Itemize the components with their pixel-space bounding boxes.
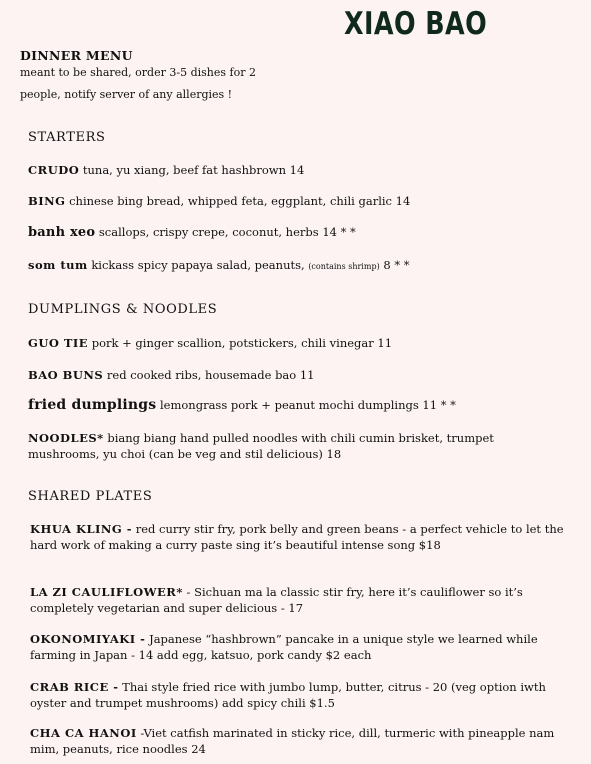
- item-desc: pork + ginger scallion, potstickers, chili vinegar 11: [91, 336, 393, 350]
- menu-item: [28, 430, 528, 462]
- item-desc: Thai style fried rice with jumbo lump, butter, citrus - 20 (veg option iwth oyster and trumpet mushrooms) add spicy chili $1.5: [30, 680, 546, 710]
- menu-item: [28, 397, 456, 413]
- item-desc: scallops, crispy crepe, coconut, herbs 14 * *: [98, 225, 356, 239]
- item-name: fried dumplings: [28, 397, 157, 413]
- section-title-dumplings: DUMPLINGS & NOODLES: [28, 302, 218, 317]
- item-name: GUO TIE: [28, 336, 89, 350]
- menu-item: [28, 257, 410, 275]
- item-name: KHUA KLING -: [30, 522, 133, 536]
- item-price: 8 * *: [379, 258, 410, 272]
- item-desc: tuna, yu xiang, beef fat hashbrown 14: [82, 163, 305, 177]
- item-desc: Japanese “hashbrown” pancake in a unique style we learned while farming in Japan - 14 add egg, katsuo, pork candy $2 each: [30, 632, 538, 662]
- item-desc: chinese bing bread, whipped feta, eggplant, chili garlic 14: [69, 194, 411, 208]
- section-title-starters: STARTERS: [28, 130, 106, 145]
- menu-item: [28, 162, 304, 178]
- item-desc: lemongrass pork + peanut mochi dumplings 11 * *: [160, 398, 456, 412]
- item-name: BING: [28, 194, 66, 208]
- item-name: som tum: [28, 258, 88, 272]
- intro-line-2: people, notify server of any allergies !: [20, 88, 233, 101]
- menu-item: [30, 679, 580, 711]
- item-desc: -Viet catfish marinated in sticky rice, dill, turmeric with pineapple nam mim, peanuts, rice noodles 24: [30, 726, 555, 756]
- item-desc: kickass spicy papaya salad, peanuts,: [91, 258, 309, 272]
- item-name: banh xeo: [28, 225, 96, 240]
- menu-intro: [20, 48, 256, 101]
- brand-logo: XIAO BAO: [344, 6, 488, 42]
- item-name: LA ZI CAULIFLOWER*: [30, 585, 183, 599]
- menu-item: [30, 631, 570, 663]
- item-name: CRAB RICE -: [30, 680, 119, 694]
- menu-item: [28, 224, 356, 241]
- menu-item: [30, 521, 580, 553]
- menu-item: [28, 367, 315, 383]
- menu-item: [30, 584, 570, 616]
- item-desc: red cooked ribs, housemade bao 11: [106, 368, 315, 382]
- item-desc: biang biang hand pulled noodles with chili cumin brisket, trumpet mushrooms, yu choi (can be veg and stil delicious) 18: [28, 431, 494, 461]
- item-desc: red curry stir fry, pork belly and green beans - a perfect vehicle to let the hard work of making a curry paste sing it’s beautiful intense song $18: [30, 522, 564, 552]
- menu-item: [28, 335, 392, 351]
- menu-item: [30, 725, 570, 757]
- item-note: (contains shrimp): [308, 262, 380, 271]
- menu-item: [28, 193, 410, 209]
- item-name: CHA CA HANOI: [30, 726, 137, 740]
- intro-line-1: meant to be shared, order 3-5 dishes for 2: [20, 66, 256, 79]
- item-name: OKONOMIYAKI -: [30, 632, 146, 646]
- section-title-shared: SHARED PLATES: [28, 489, 153, 504]
- item-desc: - Sichuan ma la classic stir fry, here it’s cauliflower so it’s completely vegetarian and super delicious - 17: [30, 585, 523, 615]
- item-name: CRUDO: [28, 163, 80, 177]
- menu-title: DINNER MENU: [20, 48, 133, 63]
- item-name: NOODLES*: [28, 431, 104, 445]
- item-name: BAO BUNS: [28, 368, 104, 382]
